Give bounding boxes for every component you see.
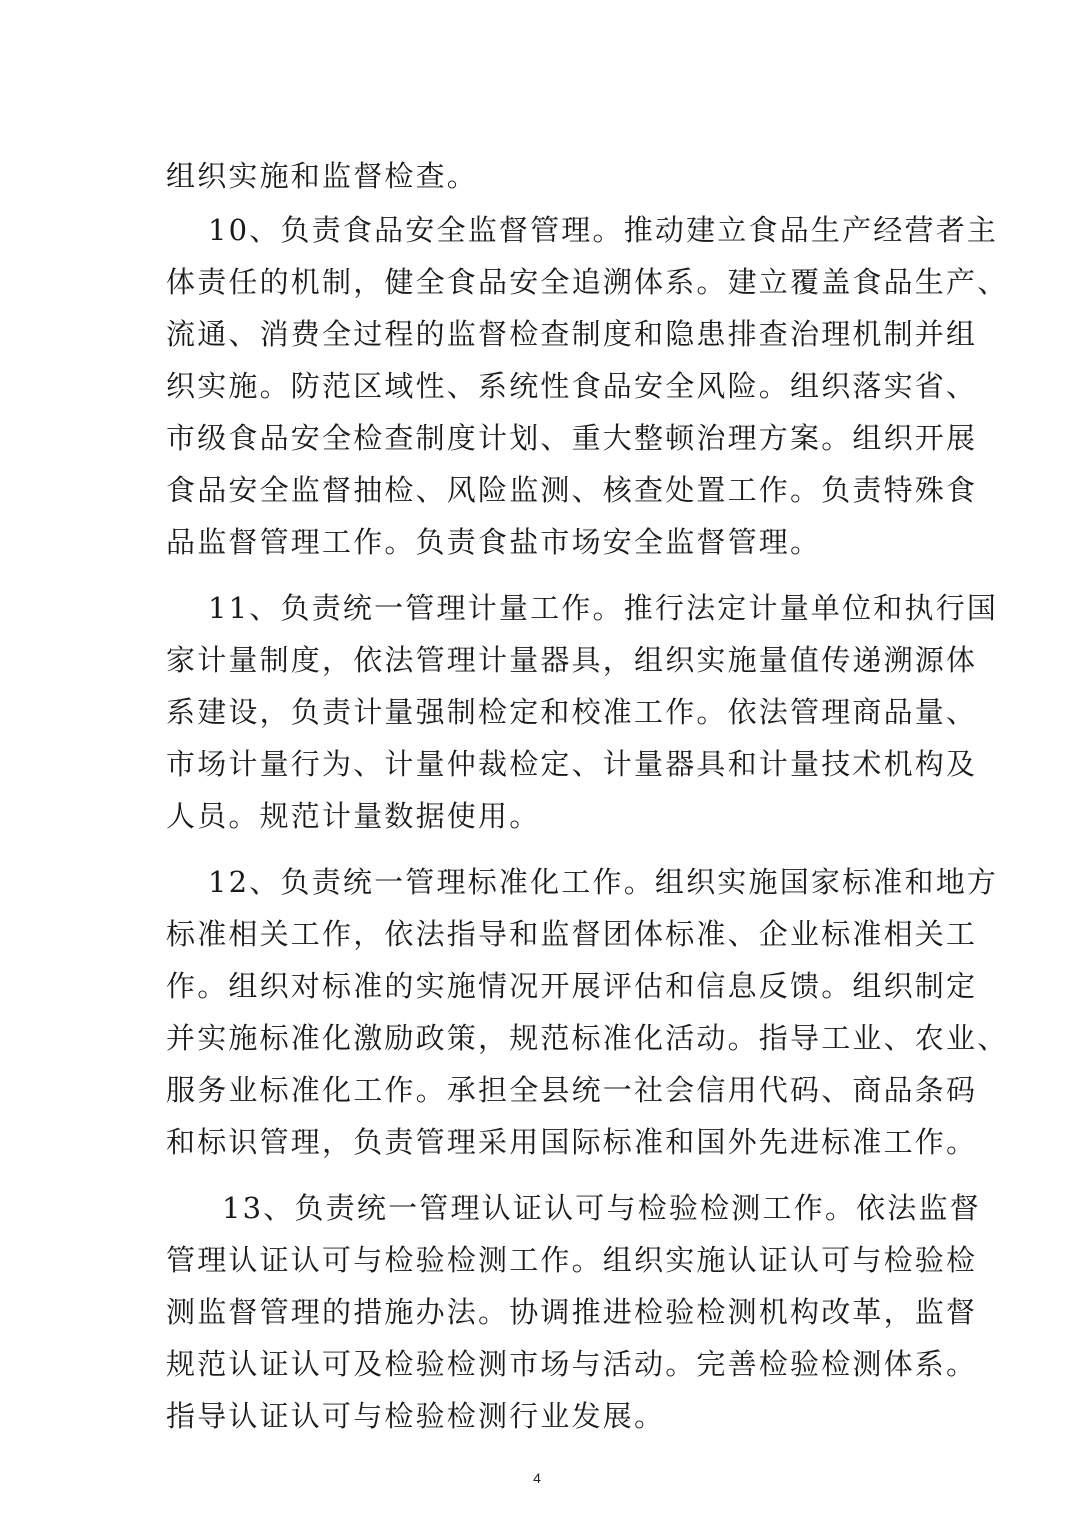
text-line: 织实施。防范区域性、系统性食品安全风险。组织落实省、	[166, 369, 978, 403]
text-line: 规范认证认可及检验检测市场与活动。完善检验检测体系。	[166, 1347, 978, 1381]
text-line: 流通、消费全过程的监督检查制度和隐患排查治理机制并组	[166, 317, 978, 351]
text-line: 组织实施和监督检查。	[166, 159, 479, 193]
text-line: 食品安全监督抽检、风险监测、核查处置工作。负责特殊食	[166, 473, 978, 507]
paragraph-13-first-line: 13、负责统一管理认证认可与检验检测工作。依法监督	[222, 1191, 981, 1225]
text-line: 体责任的机制，健全食品安全追溯体系。建立覆盖食品生产、	[166, 265, 1009, 299]
paragraph-11-first-line: 11、负责统一管理计量工作。推行法定计量单位和执行国	[208, 591, 999, 625]
text-line: 人员。规范计量数据使用。	[166, 799, 541, 833]
text-line: 作。组织对标准的实施情况开展评估和信息反馈。组织制定	[166, 969, 978, 1003]
paragraph-12-first-line: 12、负责统一管理标准化工作。组织实施国家标准和地方	[208, 865, 999, 899]
text-line: 系建设，负责计量强制检定和校准工作。依法管理商品量、	[166, 695, 978, 729]
text-line: 市级食品安全检查制度计划、重大整顿治理方案。组织开展	[166, 421, 978, 455]
text-line: 管理认证认可与检验检测工作。组织实施认证认可与检验检	[166, 1243, 978, 1277]
text-line: 测监督管理的措施办法。协调推进检验检测机构改革，监督	[166, 1295, 978, 1329]
text-line: 家计量制度，依法管理计量器具，组织实施量值传递溯源体	[166, 643, 978, 677]
text-line: 并实施标准化激励政策，规范标准化活动。指导工业、农业、	[166, 1021, 1009, 1055]
text-line: 品监督管理工作。负责食盐市场安全监督管理。	[166, 525, 822, 559]
text-line: 标准相关工作，依法指导和监督团体标准、企业标准相关工	[166, 917, 978, 951]
page-number: 4	[533, 1470, 541, 1486]
text-line: 指导认证认可与检验检测行业发展。	[166, 1399, 666, 1433]
paragraph-10-first-line: 10、负责食品安全监督管理。推动建立食品生产经营者主	[208, 213, 999, 247]
text-line: 市场计量行为、计量仲裁检定、计量器具和计量技术机构及	[166, 747, 978, 781]
text-line: 和标识管理，负责管理采用国际标准和国外先进标准工作。	[166, 1125, 978, 1159]
text-line: 服务业标准化工作。承担全县统一社会信用代码、商品条码	[166, 1073, 978, 1107]
